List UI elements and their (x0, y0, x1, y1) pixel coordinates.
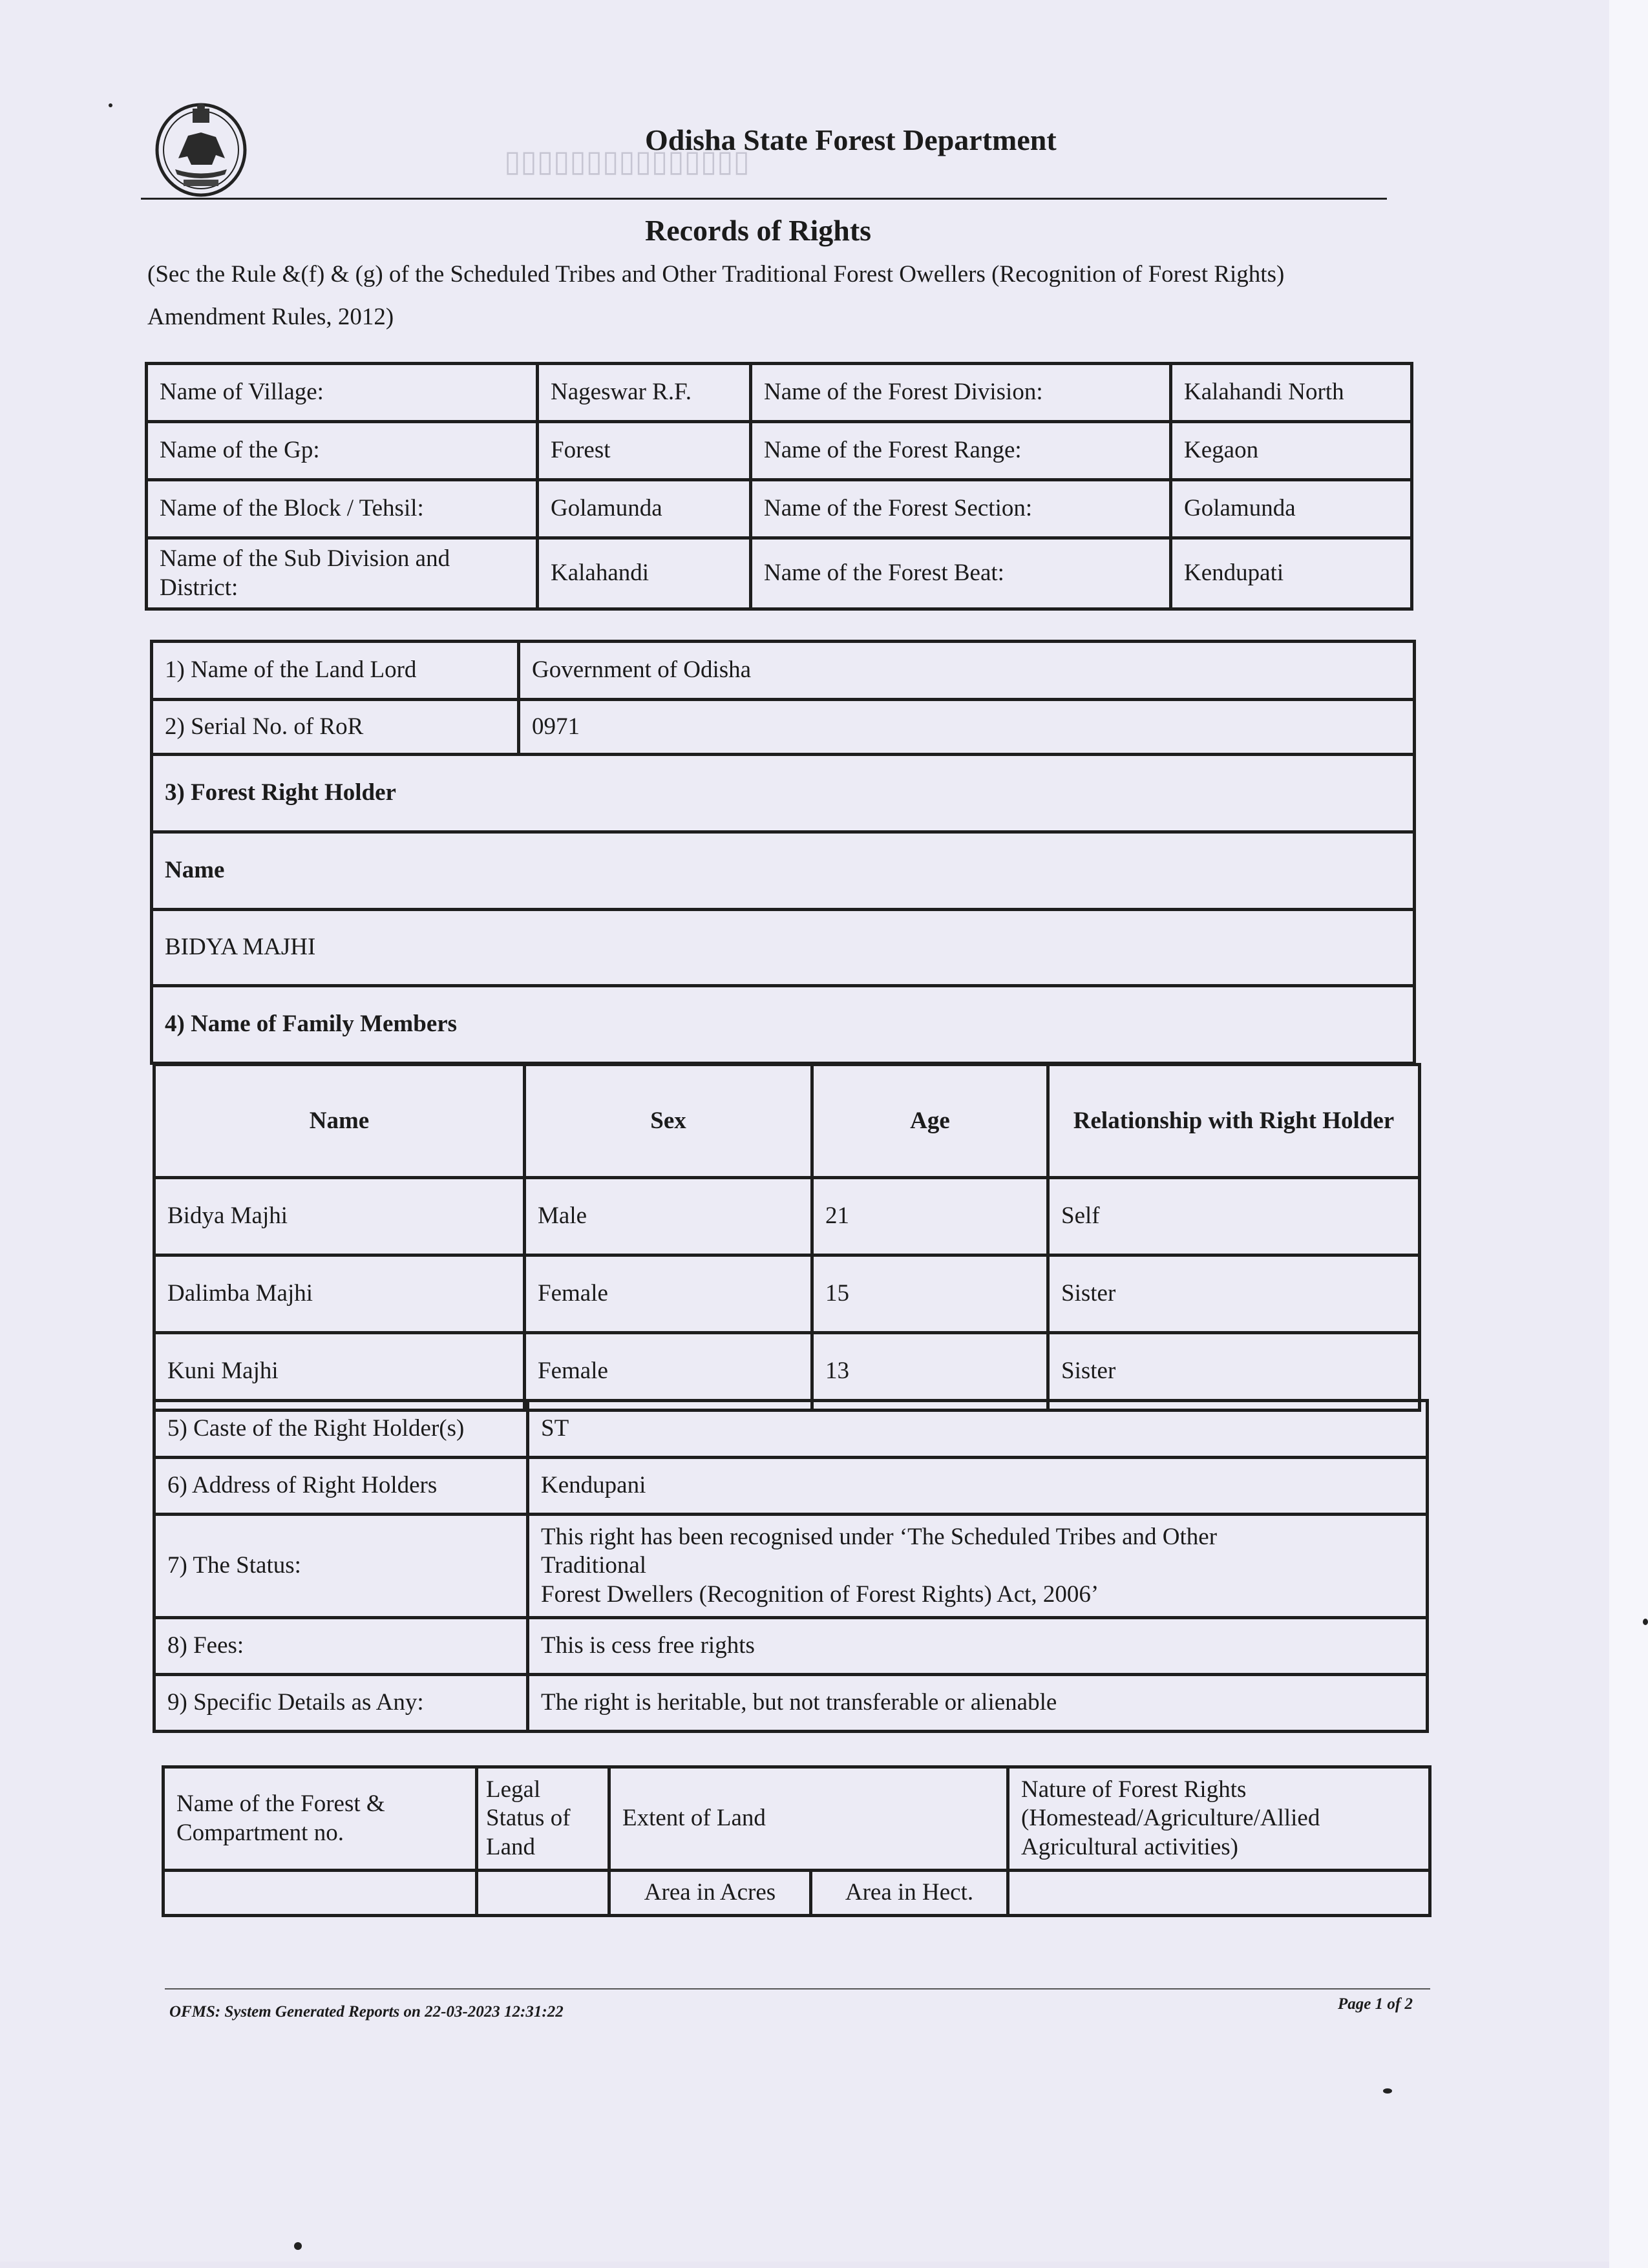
table-row (154, 1255, 1420, 1333)
fees-value: This is cess free rights (528, 1618, 1428, 1675)
landlord-label: 1) Name of the Land Lord (152, 642, 519, 700)
status-line: Traditional (541, 1552, 647, 1579)
status-line: This right has been recognised under ‘The Scheduled Tribes and Other (541, 1523, 1218, 1550)
land-table (162, 1765, 1431, 1917)
table-row (152, 642, 1415, 700)
landlord-value: Government of Odisha (519, 642, 1415, 700)
village-value: Nageswar R.F. (538, 364, 751, 422)
table-row (164, 1871, 1430, 1916)
specific-label: 9) Specific Details as Any: (154, 1675, 528, 1732)
table-row (152, 755, 1415, 832)
gp-value: Forest (538, 422, 751, 480)
member-name: Bidya Majhi (154, 1178, 525, 1255)
subdivision-value: Kalahandi (538, 538, 751, 609)
table-row (147, 364, 1412, 422)
family-header-relationship: Relationship with Right Holder (1048, 1065, 1420, 1178)
specific-value: The right is heritable, but not transferable or alienable (528, 1675, 1428, 1732)
forest-compartment-value (164, 1871, 477, 1916)
details-table (153, 1399, 1429, 1733)
family-header-row (154, 1065, 1420, 1178)
rule-reference: (Sec the Rule &(f) & (g) of the Scheduled Tribes and Other Traditional Forest Owellers (Recognition of Forest Rights) Amendment Rules, 2012) (147, 261, 1285, 330)
legal-status-label: Legal Status of Land (477, 1767, 609, 1871)
table-row (147, 538, 1412, 609)
forest-compartment-label: Name of the Forest & Compartment no. (164, 1767, 477, 1871)
family-heading: 4) Name of Family Members (152, 986, 1415, 1064)
scan-speck (1643, 1619, 1648, 1625)
table-row (154, 1458, 1428, 1515)
scan-speck (109, 103, 112, 107)
member-sex: Female (525, 1333, 812, 1411)
page-number: Page 1 of 2 (1338, 1995, 1413, 2013)
beat-value: Kendupati (1171, 538, 1412, 609)
footer-divider (165, 1988, 1430, 1990)
member-sex: Female (525, 1255, 812, 1333)
fees-label: 8) Fees: (154, 1618, 528, 1675)
status-line: Forest Dwellers (Recognition of Forest Rights) Act, 2006’ (541, 1580, 1099, 1608)
gp-label: Name of the Gp: (147, 422, 538, 480)
address-value: Kendupani (528, 1458, 1428, 1515)
beat-label: Name of the Forest Beat: (751, 538, 1171, 609)
holder-name: BIDYA MAJHI (152, 910, 1415, 986)
subdivision-label: Name of the Sub Division and District: (147, 538, 538, 609)
status-label: 7) The Status: (154, 1515, 528, 1618)
area-hect-label: Area in Hect. (811, 1871, 1008, 1916)
serial-label: 2) Serial No. of RoR (152, 700, 519, 755)
name-label: Name (152, 832, 1415, 910)
block-label: Name of the Block / Tehsil: (147, 480, 538, 538)
block-value: Golamunda (538, 480, 751, 538)
document-title: Records of Rights (645, 214, 872, 247)
table-row (154, 1178, 1420, 1255)
family-header-sex: Sex (525, 1065, 812, 1178)
range-value: Kegaon (1171, 422, 1412, 480)
family-header-name: Name (154, 1065, 525, 1178)
legal-status-value (477, 1871, 609, 1916)
address-label: 6) Address of Right Holders (154, 1458, 528, 1515)
table-row (152, 910, 1415, 986)
member-age: 15 (812, 1255, 1048, 1333)
range-label: Name of the Forest Range: (751, 422, 1171, 480)
generated-timestamp: OFMS: System Generated Reports on 22-03-2023 12:31:22 (169, 2003, 564, 2021)
location-table (145, 362, 1413, 611)
record-table (150, 640, 1416, 1065)
serial-value: 0971 (519, 700, 1415, 755)
member-sex: Male (525, 1178, 812, 1255)
division-label: Name of the Forest Division: (751, 364, 1171, 422)
scan-speck (1383, 2088, 1392, 2094)
state-emblem-icon (153, 97, 249, 200)
member-name: Dalimba Majhi (154, 1255, 525, 1333)
member-age: 13 (812, 1333, 1048, 1411)
member-relationship: Sister (1048, 1255, 1420, 1333)
table-row (154, 1515, 1428, 1618)
bleed-through-text: ▯▯▯▯▯▯▯▯▯▯▯▯▯▯▯ (504, 145, 750, 178)
table-row (152, 832, 1415, 910)
table-row (154, 1618, 1428, 1675)
table-row (152, 700, 1415, 755)
header-divider (141, 198, 1387, 200)
section-value: Golamunda (1171, 480, 1412, 538)
family-table (153, 1063, 1421, 1412)
table-row (154, 1675, 1428, 1732)
caste-value: ST (528, 1401, 1428, 1458)
member-age: 21 (812, 1178, 1048, 1255)
member-relationship: Self (1048, 1178, 1420, 1255)
table-row (152, 986, 1415, 1064)
section-label: Name of the Forest Section: (751, 480, 1171, 538)
scan-speck (294, 2242, 302, 2250)
scan-edge (1609, 0, 1648, 2268)
nature-label: Nature of Forest Rights (Homestead/Agriculture/Allied Agricultural activities) (1008, 1767, 1430, 1871)
caste-label: 5) Caste of the Right Holder(s) (154, 1401, 528, 1458)
department-title: Odisha State Forest Department (645, 123, 1057, 156)
division-value: Kalahandi North (1171, 364, 1412, 422)
table-row (164, 1767, 1430, 1871)
table-row (154, 1401, 1428, 1458)
area-acres-label: Area in Acres (609, 1871, 811, 1916)
status-value (528, 1515, 1428, 1618)
member-name: Kuni Majhi (154, 1333, 525, 1411)
village-label: Name of Village: (147, 364, 538, 422)
member-relationship: Sister (1048, 1333, 1420, 1411)
nature-value (1008, 1871, 1430, 1916)
table-row (147, 422, 1412, 480)
table-row (147, 480, 1412, 538)
family-header-age: Age (812, 1065, 1048, 1178)
extent-label: Extent of Land (609, 1767, 1008, 1871)
holder-heading: 3) Forest Right Holder (152, 755, 1415, 832)
